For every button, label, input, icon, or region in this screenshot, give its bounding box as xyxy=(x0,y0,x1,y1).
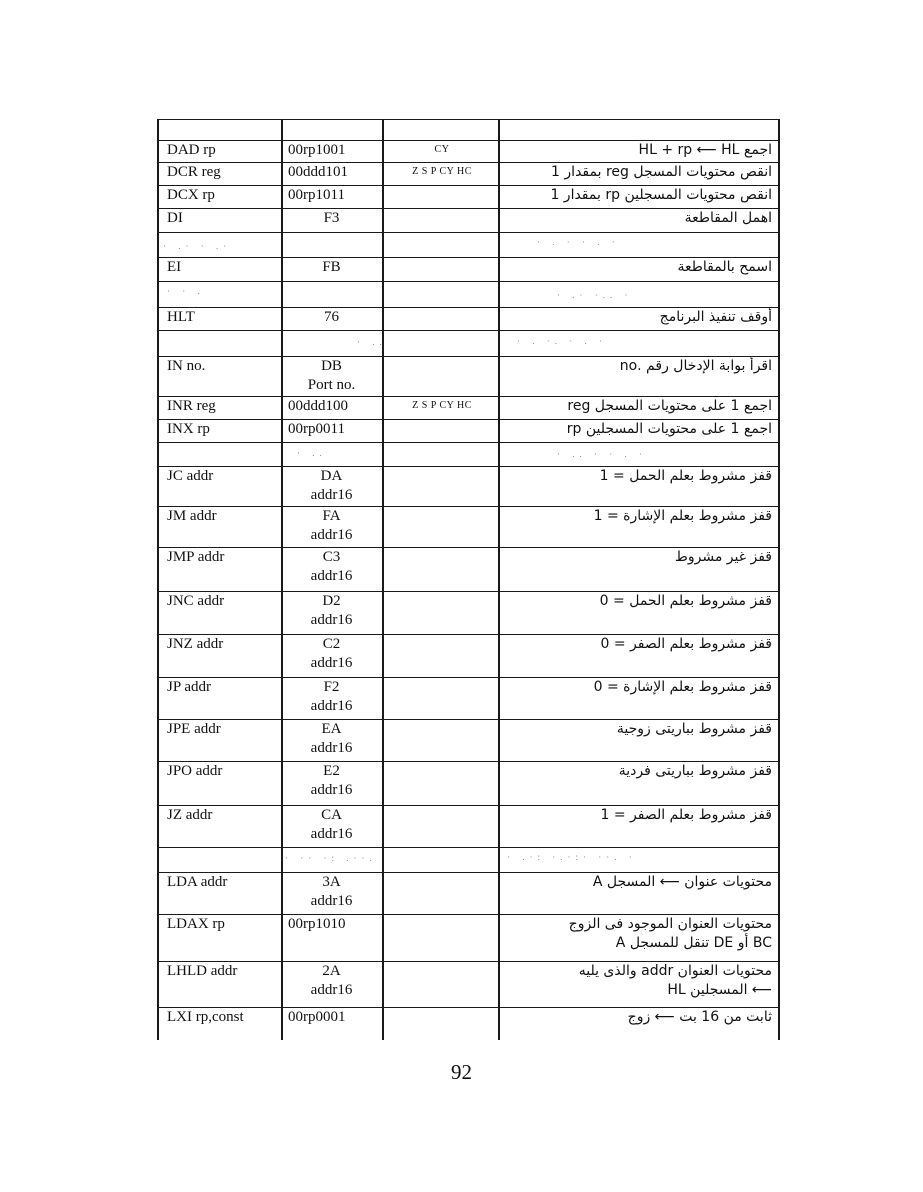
table-row xyxy=(157,805,780,848)
page-number: 92 xyxy=(451,1060,472,1084)
opcode-cell xyxy=(283,635,380,673)
operand-line: addr16 xyxy=(310,826,353,842)
operand-line: Port no. xyxy=(307,377,356,393)
spacer-row xyxy=(157,281,780,308)
spacer-row xyxy=(157,847,780,873)
opcode-cell: FB xyxy=(322,259,341,275)
description-line: BC أو DE تنقل للمسجل A xyxy=(615,935,772,951)
opcode-line: E2 xyxy=(323,763,340,779)
operand-line: addr16 xyxy=(310,612,353,628)
flags-cell: CY xyxy=(434,144,450,155)
table-row xyxy=(157,1007,780,1041)
mnemonic-cell: JPO addr xyxy=(167,763,223,779)
opcode-cell: 00rp1011 xyxy=(288,187,345,203)
opcode-line: CA xyxy=(321,807,342,823)
mnemonic-cell: JNC addr xyxy=(167,593,225,609)
description-cell: انقص محتويات المسجلين rp بمقدار 1 xyxy=(550,187,772,203)
opcode-cell: F3 xyxy=(323,210,340,226)
description-cell: اهمل المقاطعة xyxy=(684,210,772,226)
opcode-line: 3A xyxy=(322,874,341,890)
mnemonic-cell: LDAX rp xyxy=(167,916,225,932)
opcode-cell: 00ddd101 xyxy=(288,164,348,180)
spacer-row xyxy=(157,232,780,258)
mnemonic-cell: LHLD addr xyxy=(167,963,238,979)
opcode-cell: 00ddd100 xyxy=(288,398,348,414)
opcode-cell: 00rp1010 xyxy=(288,916,346,932)
flags-cell: Z S P CY HC xyxy=(412,166,472,177)
description-cell: قفز مشروط بعلم الصفر = 1 xyxy=(600,807,772,823)
scan-noise: · .. xyxy=(297,448,327,458)
table-row xyxy=(157,140,780,163)
opcode-cell xyxy=(283,678,380,716)
operand-line: addr16 xyxy=(310,698,353,714)
scan-noise: · · . xyxy=(167,286,205,296)
scan-noise: · .·: ·.·:· ··. · xyxy=(507,852,637,862)
opcode-line: EA xyxy=(321,721,342,737)
mnemonic-cell: LXI rp,const xyxy=(167,1009,244,1025)
mnemonic-cell: DCR reg xyxy=(167,164,221,180)
mnemonic-cell: LDA addr xyxy=(167,874,228,890)
spacer-row xyxy=(157,330,780,357)
description-cell: محتويات عنوان ⟵ المسجل A xyxy=(592,874,772,890)
opcode-cell xyxy=(283,507,380,545)
description-cell: قفز مشروط بعلم الصفر = 0 xyxy=(600,636,772,652)
table-row xyxy=(157,719,780,762)
scan-noise: · .. · · . · xyxy=(557,449,647,459)
mnemonic-cell: INX rp xyxy=(167,421,210,437)
table-row xyxy=(157,591,780,635)
mnemonic-cell: DI xyxy=(167,210,183,226)
flags-cell: Z S P CY HC xyxy=(412,400,472,411)
operand-line: addr16 xyxy=(310,740,353,756)
opcode-cell: 00rp1001 xyxy=(288,142,346,158)
mnemonic-cell: JC addr xyxy=(167,468,214,484)
description-cell: قفز مشروط بباريتى زوجية xyxy=(616,721,772,737)
operand-line: addr16 xyxy=(310,568,353,584)
opcode-line: 2A xyxy=(322,963,341,979)
opcode-cell xyxy=(283,873,380,911)
table-row xyxy=(157,419,780,443)
description-cell: قفز مشروط بعلم الإشارة = 0 xyxy=(593,679,772,695)
scan-noise: · . · · . · xyxy=(537,237,620,247)
description-line: محتويات العنوان addr والذى يليه xyxy=(578,963,772,979)
mnemonic-cell: JM addr xyxy=(167,508,217,524)
table-row xyxy=(157,634,780,678)
opcode-line: F2 xyxy=(323,679,340,695)
opcode-cell xyxy=(283,806,380,844)
table-row xyxy=(157,761,780,806)
table-row xyxy=(157,677,780,720)
mnemonic-cell: IN no. xyxy=(167,358,206,374)
table-row xyxy=(157,914,780,962)
opcode-line: D2 xyxy=(322,593,341,609)
description-cell: انقص محتويات المسجل reg بمقدار 1 xyxy=(551,164,772,180)
table-row xyxy=(157,307,780,331)
mnemonic-cell: JP addr xyxy=(167,679,212,695)
mnemonic-cell: JPE addr xyxy=(167,721,221,737)
description-cell xyxy=(569,915,772,953)
description-cell: اقرأ بوابة الإدخال رقم .no xyxy=(619,358,772,374)
mnemonic-cell: INR reg xyxy=(167,398,216,414)
opcode-cell xyxy=(283,467,380,505)
description-cell: قفز مشروط بعلم الحمل = 1 xyxy=(599,468,772,484)
description-cell: ثابت من 16 بت ⟵ زوج xyxy=(627,1009,772,1025)
scan-noise: · .· ·.. · xyxy=(557,290,633,300)
scan-noise: · .. xyxy=(357,337,387,347)
table-row xyxy=(157,961,780,1008)
description-line: ⟵ المسجلين HL xyxy=(667,982,772,998)
spacer-row xyxy=(157,442,780,467)
table-row xyxy=(157,396,780,420)
description-cell xyxy=(579,962,772,1000)
table-row xyxy=(157,257,780,282)
table-row xyxy=(157,872,780,915)
mnemonic-cell: DAD rp xyxy=(167,142,216,158)
operand-line: addr16 xyxy=(310,893,353,909)
table-row xyxy=(157,208,780,233)
opcode-cell: 76 xyxy=(324,309,339,325)
description-cell: اجمع 1 على محتويات المسجل reg xyxy=(567,398,772,414)
mnemonic-cell: JZ addr xyxy=(167,807,213,823)
operand-line: addr16 xyxy=(310,527,353,543)
opcode-cell xyxy=(283,962,380,1000)
opcode-cell: 00rp0011 xyxy=(288,421,345,437)
mnemonic-cell: JMP addr xyxy=(167,549,225,565)
opcode-cell xyxy=(283,762,380,800)
operand-line: addr16 xyxy=(310,982,353,998)
table-row xyxy=(157,547,780,592)
table-header-row xyxy=(157,119,780,141)
mnemonic-cell: JNZ addr xyxy=(167,636,224,652)
description-cell: أوقف تنفيذ البرنامج xyxy=(659,309,772,325)
description-cell: قفز مشروط بباريتى فردية xyxy=(618,763,772,779)
opcode-cell xyxy=(283,592,380,630)
opcode-line: C3 xyxy=(322,549,341,565)
table-row xyxy=(157,185,780,209)
table-row xyxy=(157,162,780,186)
description-cell: اجمع 1 على محتويات المسجلين rp xyxy=(566,421,772,437)
opcode-cell xyxy=(283,548,380,586)
opcode-cell xyxy=(283,720,380,758)
scan-noise: · ·· ·: .··. xyxy=(285,853,377,863)
mnemonic-cell: HLT xyxy=(167,309,195,325)
table-row xyxy=(157,506,780,548)
description-cell: اسمح بالمقاطعة xyxy=(677,259,772,275)
opcode-line: DA xyxy=(320,468,343,484)
opcode-line: C2 xyxy=(322,636,341,652)
opcode-line: DB xyxy=(321,358,342,374)
scan-noise: · . ·. · . · xyxy=(517,336,607,346)
operand-line: addr16 xyxy=(310,782,353,798)
opcode-cell: 00rp0001 xyxy=(288,1009,346,1025)
mnemonic-cell: EI xyxy=(167,259,182,275)
mnemonic-cell: DCX rp xyxy=(167,187,215,203)
description-line: محتويات العنوان الموجود فى الزوج xyxy=(568,916,772,932)
description-cell: قفز مشروط بعلم الإشارة = 1 xyxy=(593,508,772,524)
table-row xyxy=(157,466,780,507)
description-cell: قفز غير مشروط xyxy=(674,549,772,565)
opcode-cell xyxy=(283,357,380,395)
scan-noise: · .· · .· xyxy=(163,241,232,251)
description-cell: اجمع HL + rp ⟵ HL xyxy=(638,142,772,158)
operand-line: addr16 xyxy=(310,655,353,671)
description-cell: قفز مشروط بعلم الحمل = 0 xyxy=(599,593,772,609)
table-row xyxy=(157,356,780,397)
operand-line: addr16 xyxy=(310,487,353,503)
opcode-line: FA xyxy=(322,508,341,524)
